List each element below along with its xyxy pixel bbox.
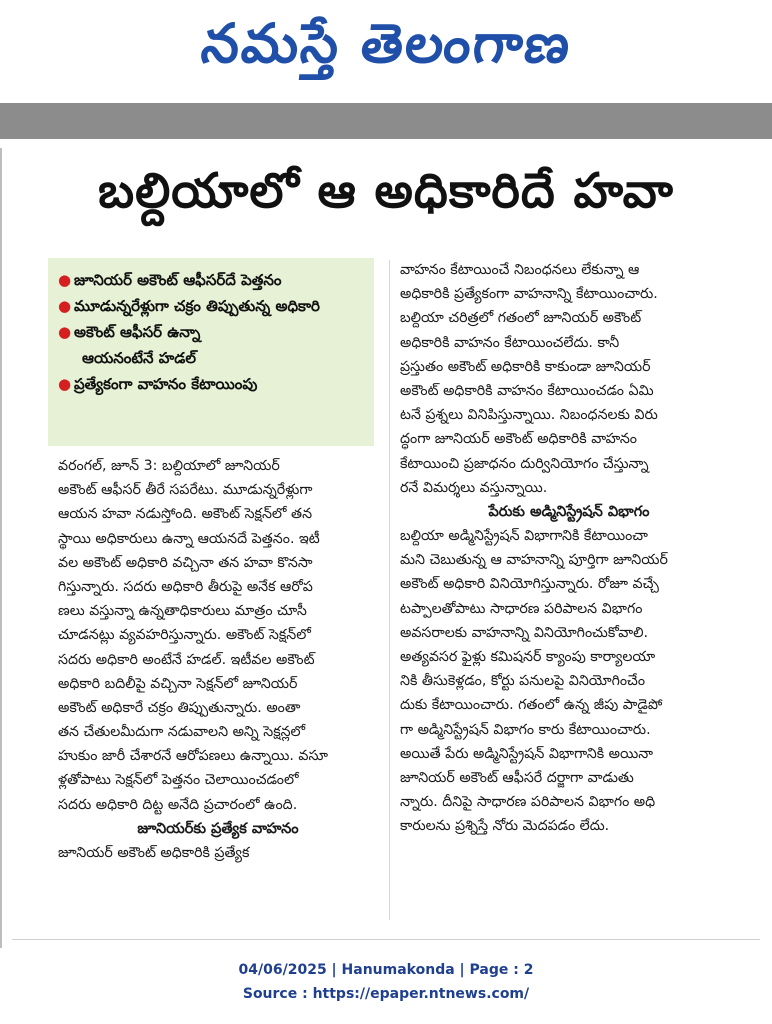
body-line: నికి తీసుకెళ్లడం, కోర్టు పనులపై వినియోగించేం	[400, 673, 646, 690]
body-line: వరంగల్, జూన్ 3: బల్దియాలో జూనియర్	[58, 458, 280, 474]
highlights-box	[48, 258, 374, 446]
body-line: ణలు వస్తున్నా ఉన్నతాధికారులు మాత్రం చూసీ	[58, 603, 307, 620]
highlight-item	[48, 294, 374, 320]
body-line: సదరు అధికారి అంటేనే హడల్. ఇటీవల అకౌంట్	[58, 651, 315, 668]
edition-info: 04/06/2025 | Hanumakonda | Page : 2	[238, 962, 534, 978]
article-headline: బల్దియాలో ఆ అధికారిదే హవా	[98, 163, 674, 219]
body-line: అకౌంట్ ఆఫీసర్ తీరే సపరేటు. మూడున్నరేళ్లుగా	[58, 482, 313, 499]
footer-rule	[12, 939, 760, 940]
section-subhead: జూనియర్‌కు ప్రత్యేక వాహనం	[137, 820, 299, 837]
highlight-text: ప్రత్యేకంగా వాహనం కేటాయింపు	[74, 375, 258, 393]
newspaper-logo: నమస్తే తెలంగాణ	[198, 11, 575, 75]
left-column	[58, 454, 378, 865]
bullet-icon: ●	[58, 297, 72, 315]
body-line: ళ్లతోపాటు సెక్షన్‌లో పెత్తనం చెలాయించడంలో	[58, 772, 299, 789]
highlight-text: అకౌంట్ ఆఫీసర్ ఉన్నా	[74, 323, 201, 341]
body-line: టనే ప్రశ్నలు వినిపిస్తున్నాయి. నిబంధనలకు విరు	[400, 407, 658, 424]
body-line: రనే విమర్శలు వస్తున్నాయి.	[400, 479, 548, 496]
highlight-text: జూనియర్ అకౌంట్ ఆఫీసర్‌దే పెత్తనం	[74, 271, 282, 289]
highlight-item	[48, 372, 374, 398]
right-column	[400, 258, 738, 839]
section-subhead: పేరుకు అడ్మినిస్ట్రేషన్ విభాగం	[488, 503, 650, 520]
body-line: ఆయన హవా నడుస్తోంది. అకౌంట్ సెక్షన్‌లో తన	[58, 506, 313, 523]
body-line: సదరు అధికారి దిట్ట అనేది ప్రచారంలో ఉంది.	[58, 796, 298, 813]
highlight-item	[48, 320, 374, 346]
bullet-icon: ●	[58, 375, 72, 393]
source-link[interactable]: Source : https://epaper.ntnews.com/	[242, 986, 530, 1002]
body-line: బల్దియా అడ్మినిస్ట్రేషన్ విభాగానికి కేటాయించా	[400, 528, 648, 545]
body-line: తన చేతులమీదుగా నడువాలని అన్ని సెక్షన్లలో	[58, 724, 306, 741]
body-line: ప్రస్తుతం అకౌంట్ అధికారికి కాకుండా జూనియర్	[400, 358, 651, 375]
body-line: టప్పాలతోపాటు సాధారణ పరిపాలన విభాగం	[400, 600, 643, 617]
body-line: మని చెబుతున్న ఆ వాహనాన్ని పూర్తిగా జూనియర్	[400, 552, 668, 569]
body-line: అధికారికి వాహనం కేటాయించలేదు. కానీ	[400, 334, 620, 351]
highlight-item	[48, 268, 374, 294]
header-bar	[0, 103, 772, 139]
body-line: స్థాయి అధికారులు ఉన్నా ఆయనదే పెత్తనం. ఇటీ	[58, 530, 320, 547]
body-line: జూనియర్ అకౌంట్ ఆఫీసరే దర్జాగా వాడుతు	[400, 769, 634, 786]
highlight-text: ఆయనంటేనే హడల్	[82, 349, 196, 367]
body-line: అకౌంట్ అధికారి వినియోగిస్తున్నారు. రోజూ వచ్చే	[400, 576, 659, 593]
body-line: చూడనట్లు వ్యవహరిస్తున్నారు. అకౌంట్ సెక్షన్‌లో	[58, 627, 311, 644]
body-line: అకౌంట్ అధికారికి వాహనం కేటాయించడం ఏమి	[400, 382, 654, 399]
column-divider	[389, 260, 390, 920]
bullet-icon: ●	[58, 271, 72, 289]
bullet-icon: ●	[58, 323, 72, 341]
body-line: అకౌంట్ అధికారే చక్రం తిప్పుతున్నారు. అంతా	[58, 699, 301, 716]
body-line: అవసరాలకు వాహనాన్ని వినియోగించుకోవాలి.	[400, 624, 649, 641]
body-line: న్నారు. దీనిపై సాధారణ పరిపాలన విభాగం అధి	[400, 794, 656, 811]
body-line: కారులను ప్రశ్నిస్తే నోరు మెదపడం లేదు.	[400, 818, 610, 835]
masthead	[0, 0, 772, 100]
body-line: హుకుం జారీ చేశారనే ఆరోపణలు ఉన్నాయి. వసూ	[58, 748, 328, 765]
body-line: జూనియర్ అకౌంట్ అధికారికి ప్రత్యేక	[58, 845, 250, 861]
body-line: వల అకౌంట్ అధికారి వచ్చినా తన హవా కొనసా	[58, 554, 313, 571]
body-line: గా అడ్మినిస్ట్రేషన్ విభాగం కారు కేటాయించారు.	[400, 721, 651, 738]
body-line: వాహనం కేటాయించే నిబంధనలు లేకున్నా ఆ	[400, 262, 640, 278]
body-line: ద్ధంగా జూనియర్ అకౌంట్ అధికారికి వాహనం	[400, 431, 637, 448]
body-line: అయితే పేరు అడ్మినిస్ట్రేషన్ విభాగానికి అయినా	[400, 745, 653, 762]
body-line: కేటాయించి ప్రజాధనం దుర్వినియోగం చేస్తున్నా	[400, 455, 649, 472]
body-line: అధికారి బదిలీపై వచ్చినా సెక్షన్‌లో జూనియర్	[58, 675, 298, 692]
body-line: దుకు కేటాయించారు. గతంలో ఉన్న జీపు పాడైపో	[400, 697, 663, 714]
highlight-text: మూడున్నరేళ్లుగా చక్రం తిప్పుతున్న అధికారి	[74, 297, 320, 315]
body-line: అత్యవసర ఫైళ్లు కమిషనర్ క్యాంపు కార్యాలయా	[400, 649, 656, 665]
highlight-item-continued	[48, 346, 374, 372]
body-line: బల్దియా చరిత్రలో గతంలో జూనియర్ అకౌంట్	[400, 310, 642, 327]
body-line: అధికారికి ప్రత్యేకంగా వాహనాన్ని కేటాయించారు.	[400, 286, 658, 303]
body-line: గిస్తున్నారు. సదరు అధికారి తీరుపై అనేక ఆరోప	[58, 578, 313, 595]
